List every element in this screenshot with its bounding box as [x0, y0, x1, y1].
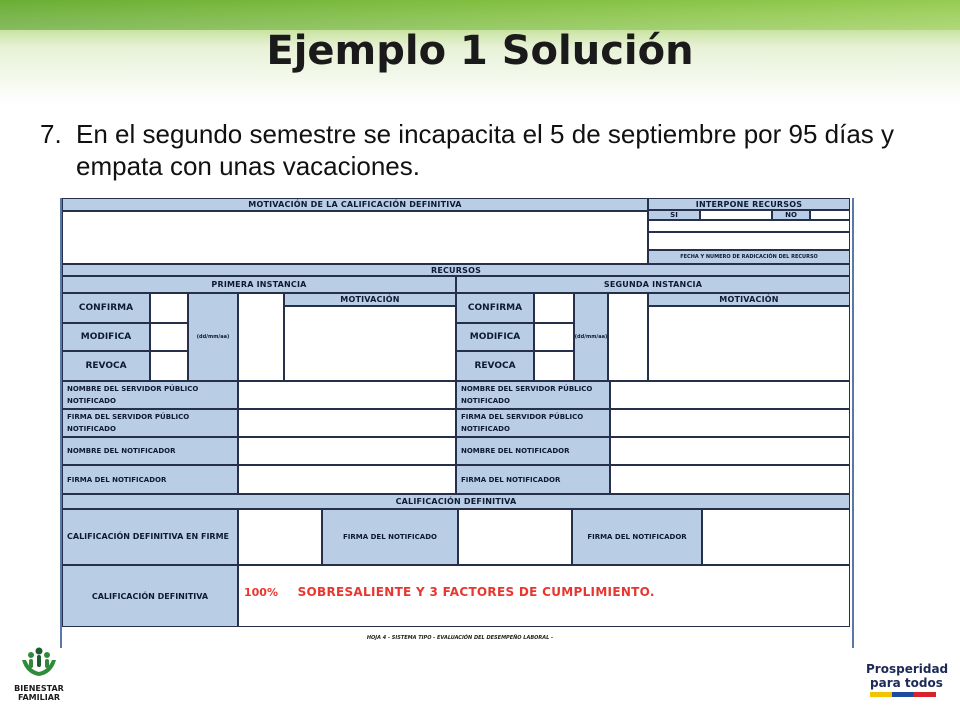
fecha-radicacion-label: FECHA Y NUMERO DE RADICACIÓN DEL RECURSO [648, 250, 850, 264]
revoca-label-1: REVOCA [62, 351, 150, 381]
motivacion-field[interactable] [62, 211, 648, 264]
calificacion-definitiva-label: CALIFICACIÓN DEFINITIVA [62, 565, 238, 627]
date-field-1[interactable] [238, 293, 284, 381]
firma-notificador-field-2[interactable] [610, 465, 850, 494]
slide-title: Ejemplo 1 Solución [266, 28, 694, 74]
modifica-label-2: MODIFICA [456, 323, 534, 351]
bienestar-familiar-logo [10, 646, 68, 710]
prosperidad-logo-line2: para todos [870, 676, 943, 690]
slide-body [40, 118, 920, 182]
recursos-header: RECURSOS [62, 264, 850, 276]
si-checkbox[interactable] [700, 210, 772, 220]
nombre-servidor-line1-2: NOMBRE DEL SERVIDOR PÚBLICO [461, 385, 593, 393]
interpone-header: INTERPONE RECURSOS [648, 198, 850, 210]
firma-notificador-cal-label: FIRMA DEL NOTIFICADOR [572, 509, 702, 565]
bienestar-logo-line2: FAMILIAR [17, 693, 61, 702]
nombre-notificador-field-1[interactable] [238, 437, 456, 465]
firma-notificador-cal-field[interactable] [702, 509, 850, 565]
revoca-box-1[interactable] [150, 351, 188, 381]
modifica-box-1[interactable] [150, 323, 188, 351]
calificacion-en-firme-label: CALIFICACIÓN DEFINITIVA EN FIRME [62, 509, 238, 565]
form-right-edge [852, 198, 854, 648]
firma-servidor-line1: FIRMA DEL SERVIDOR PÚBLICO [67, 413, 190, 421]
motivacion-header: MOTIVACIÓN DE LA CALIFICACIÓN DEFINITIVA [62, 198, 648, 211]
recurso-field-1[interactable] [648, 220, 850, 232]
nombre-notificador-label-2: NOMBRE DEL NOTIFICADOR [456, 437, 610, 465]
nombre-notificador-label-1: NOMBRE DEL NOTIFICADOR [62, 437, 238, 465]
firma-notificador-label-2: FIRMA DEL NOTIFICADOR [456, 465, 610, 494]
modifica-label-1: MODIFICA [62, 323, 150, 351]
firma-servidor-line2-2: NOTIFICADO [461, 425, 510, 433]
calificacion-en-firme-field[interactable] [238, 509, 322, 565]
nombre-servidor-field-1[interactable] [238, 381, 456, 409]
nombre-servidor-field-2[interactable] [610, 381, 850, 409]
nombre-servidor-line1: NOMBRE DEL SERVIDOR PÚBLICO [67, 385, 199, 393]
bienestar-logo-text [10, 684, 68, 702]
date-field-2[interactable] [608, 293, 648, 381]
calificacion-score [244, 581, 655, 600]
score-description: SOBRESALIENTE Y 3 FACTORES DE CUMPLIMIENTO. [297, 585, 655, 599]
firma-servidor-label-2 [456, 409, 610, 437]
list-number: 7. [40, 119, 62, 149]
header-band-stripe [0, 0, 960, 30]
calificacion-header: CALIFICACIÓN DEFINITIVA [62, 494, 850, 509]
form-footer-note: HOJA 4 - SISTEMA TIPO - EVALUACIÓN DEL DESEMPEÑO LABORAL - [366, 635, 554, 641]
no-checkbox[interactable] [810, 210, 850, 220]
firma-servidor-line2: NOTIFICADO [67, 425, 116, 433]
confirma-box-1[interactable] [150, 293, 188, 323]
firma-servidor-label-1 [62, 409, 238, 437]
confirma-label-2: CONFIRMA [456, 293, 534, 323]
nombre-servidor-label-1 [62, 381, 238, 409]
evaluation-form [62, 198, 858, 648]
score-percent: 100% [244, 586, 278, 599]
nombre-servidor-line2: NOTIFICADO [67, 397, 116, 405]
date-hint-1: (dd/mm/aa) [188, 293, 238, 381]
revoca-box-2[interactable] [534, 351, 574, 381]
segunda-instancia-header: SEGUNDA INSTANCIA [456, 276, 850, 293]
nombre-servidor-line2-2: NOTIFICADO [461, 397, 510, 405]
firma-servidor-field-2[interactable] [610, 409, 850, 437]
motivacion-label-2: MOTIVACIÓN [648, 293, 850, 306]
motivacion-label-1: MOTIVACIÓN [284, 293, 456, 306]
nombre-servidor-label-2 [456, 381, 610, 409]
firma-notificador-field-1[interactable] [238, 465, 456, 494]
prosperidad-logo [866, 662, 950, 702]
firma-notificado-label: FIRMA DEL NOTIFICADO [322, 509, 458, 565]
prosperidad-flag-stripe [870, 692, 936, 697]
firma-notificador-label-1: FIRMA DEL NOTIFICADOR [62, 465, 238, 494]
list-text: En el segundo semestre se incapacita el 5 de septiembre por 95 días y empata con unas vacaciones. [76, 119, 895, 181]
recurso-field-2[interactable] [648, 232, 850, 250]
date-hint-2: (dd/mm/aa) [574, 293, 608, 381]
motivacion-field-1[interactable] [284, 306, 456, 381]
revoca-label-2: REVOCA [456, 351, 534, 381]
motivacion-field-2[interactable] [648, 306, 850, 381]
firma-servidor-field-1[interactable] [238, 409, 456, 437]
firma-servidor-line1-2: FIRMA DEL SERVIDOR PÚBLICO [461, 413, 584, 421]
nombre-notificador-field-2[interactable] [610, 437, 850, 465]
modifica-box-2[interactable] [534, 323, 574, 351]
confirma-label-1: CONFIRMA [62, 293, 150, 323]
bienestar-logo-line1: BIENESTAR [14, 684, 64, 693]
firma-notificado-field[interactable] [458, 509, 572, 565]
no-label: NO [772, 210, 810, 220]
family-icon [18, 646, 60, 678]
primera-instancia-header: PRIMERA INSTANCIA [62, 276, 456, 293]
prosperidad-logo-line1: Prosperidad [866, 662, 949, 676]
si-label: SI [648, 210, 700, 220]
confirma-box-2[interactable] [534, 293, 574, 323]
